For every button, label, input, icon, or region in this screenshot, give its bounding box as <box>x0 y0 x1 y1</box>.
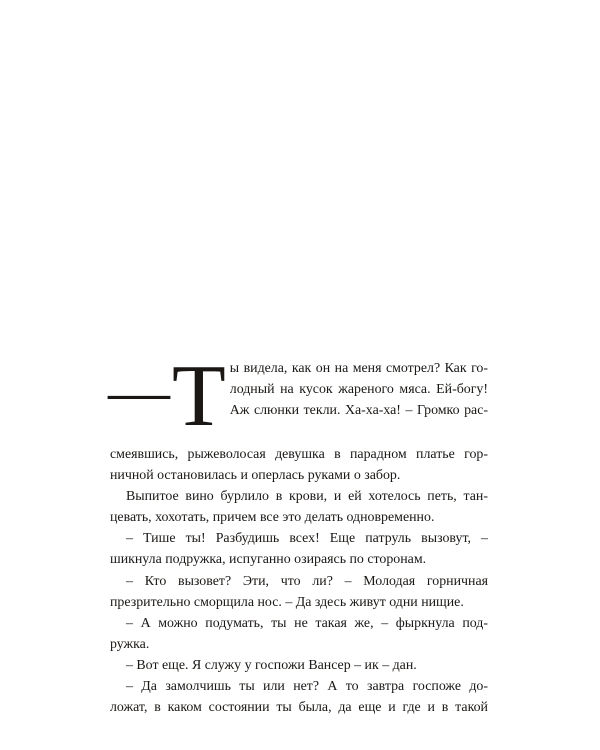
text-line: презрительно сморщила нос. – Да здесь живут одни нищие. <box>110 594 464 610</box>
drop-cap-letter: Т <box>172 348 226 445</box>
paragraph <box>110 486 488 528</box>
text-line: Аж слюнки текли. Ха-ха-ха! – Громко рас- <box>229 403 488 419</box>
text-line: – Да замолчишь ты или нет? А то завтра госпоже до- <box>126 679 488 695</box>
text-line: ружка. <box>110 636 150 652</box>
text-line: – Тише ты! Разбудишь всех! Еще патруль вызовут, – <box>126 531 488 547</box>
paragraph <box>110 676 488 718</box>
text-line: смеявшись, рыжеволосая девушка в парадном платье гор- <box>110 447 488 462</box>
text-line: ложат, в каком состоянии ты была, да еще и где и в такой <box>110 700 488 716</box>
opening-paragraph <box>108 348 488 486</box>
text-line: – А можно подумать, ты не такая же, – фыркнула под- <box>126 615 488 631</box>
text-line: цевать, хохотать, причем все это делать одновременно. <box>110 510 435 526</box>
text-line: ничной остановилась и оперлась руками о забор. <box>110 468 401 484</box>
drop-cap-dash: — <box>108 358 170 426</box>
paragraph <box>110 528 488 570</box>
text-line: шикнула подружка, испуганно озираясь по сторонам. <box>110 552 427 568</box>
text-line: лодный на кусок жареного мяса. Ей-богу! <box>229 382 488 398</box>
text-line: Выпитое вино бурлило в крови, и ей хотелось петь, тан- <box>126 489 488 505</box>
drop-cap <box>108 348 226 445</box>
text-line: ы видела, как он на меня смотрел? Как го- <box>229 361 488 376</box>
paragraph <box>110 655 488 676</box>
paragraph <box>110 571 488 613</box>
paragraph <box>110 613 488 655</box>
text-block <box>108 348 488 718</box>
text-line: – Кто вызовет? Эти, что ли? – Молодая горничная <box>126 573 488 589</box>
text-line: – Вот еще. Я служу у госпожи Вансер – ик – дан. <box>126 657 417 673</box>
